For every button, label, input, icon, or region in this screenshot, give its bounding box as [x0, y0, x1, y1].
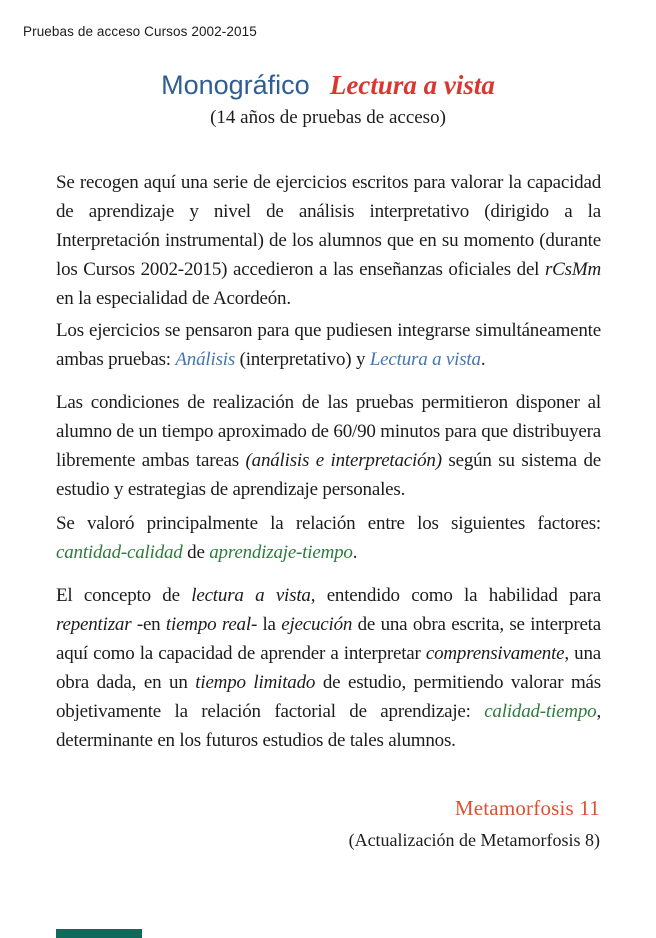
- paragraph: Se valoró principalmente la relación entre los siguientes factores: cantidad-calidad de aprendizaje-tiempo.: [56, 513, 601, 563]
- paragraph: Las condiciones de realización de las pruebas permitieron disponer al alumno de un tiempo aproximado de 60/90 minutos para que distribuyera libremente ambas tareas (análisis e interpretación) según su sistema de estudio y estrategias de aprendizaje personales.: [56, 392, 601, 500]
- bottom-bar: [56, 929, 142, 938]
- footer-title: Metamorfosis 11: [454, 796, 600, 820]
- page-header: Pruebas de acceso Cursos 2002-2015: [23, 24, 257, 39]
- title-main: Monográfico: [161, 70, 310, 100]
- paragraph: Se recogen aquí una serie de ejercicios escritos para valorar la capacidad de aprendizaje y nivel de análisis interpretativo (dirigido a la Interpretación instrumental) de los alumnos que en su momento (durante los Cursos 2002-2015) accedieron a las enseñanzas oficiales del rCsMm en la especialidad de Acordeón.: [56, 172, 601, 309]
- page-subtitle: (14 años de pruebas de acceso): [210, 107, 446, 128]
- title-spacer: [316, 70, 323, 100]
- page-title: [0, 69, 656, 101]
- paragraph: Los ejercicios se pensaron para que pudiesen integrarse simultáneamente ambas pruebas: Análisis (interpretativo) y Lectura a vista.: [56, 320, 601, 370]
- paragraph: El concepto de lectura a vista, entendido como la habilidad para repentizar -en tiempo real- la ejecución de una obra escrita, se interpreta aquí como la capacidad de aprender a interpretar comprensivamente, una obra dada, en un tiempo limitado de estudio, permitiendo valorar más objetivamente la relación factorial de aprendizaje: calidad-tiempo, determinante en los futuros estudios de tales alumnos.: [56, 585, 602, 751]
- footer-subtitle: (Actualización de Metamorfosis 8): [348, 830, 600, 850]
- title-accent: Lectura a vista: [329, 70, 495, 100]
